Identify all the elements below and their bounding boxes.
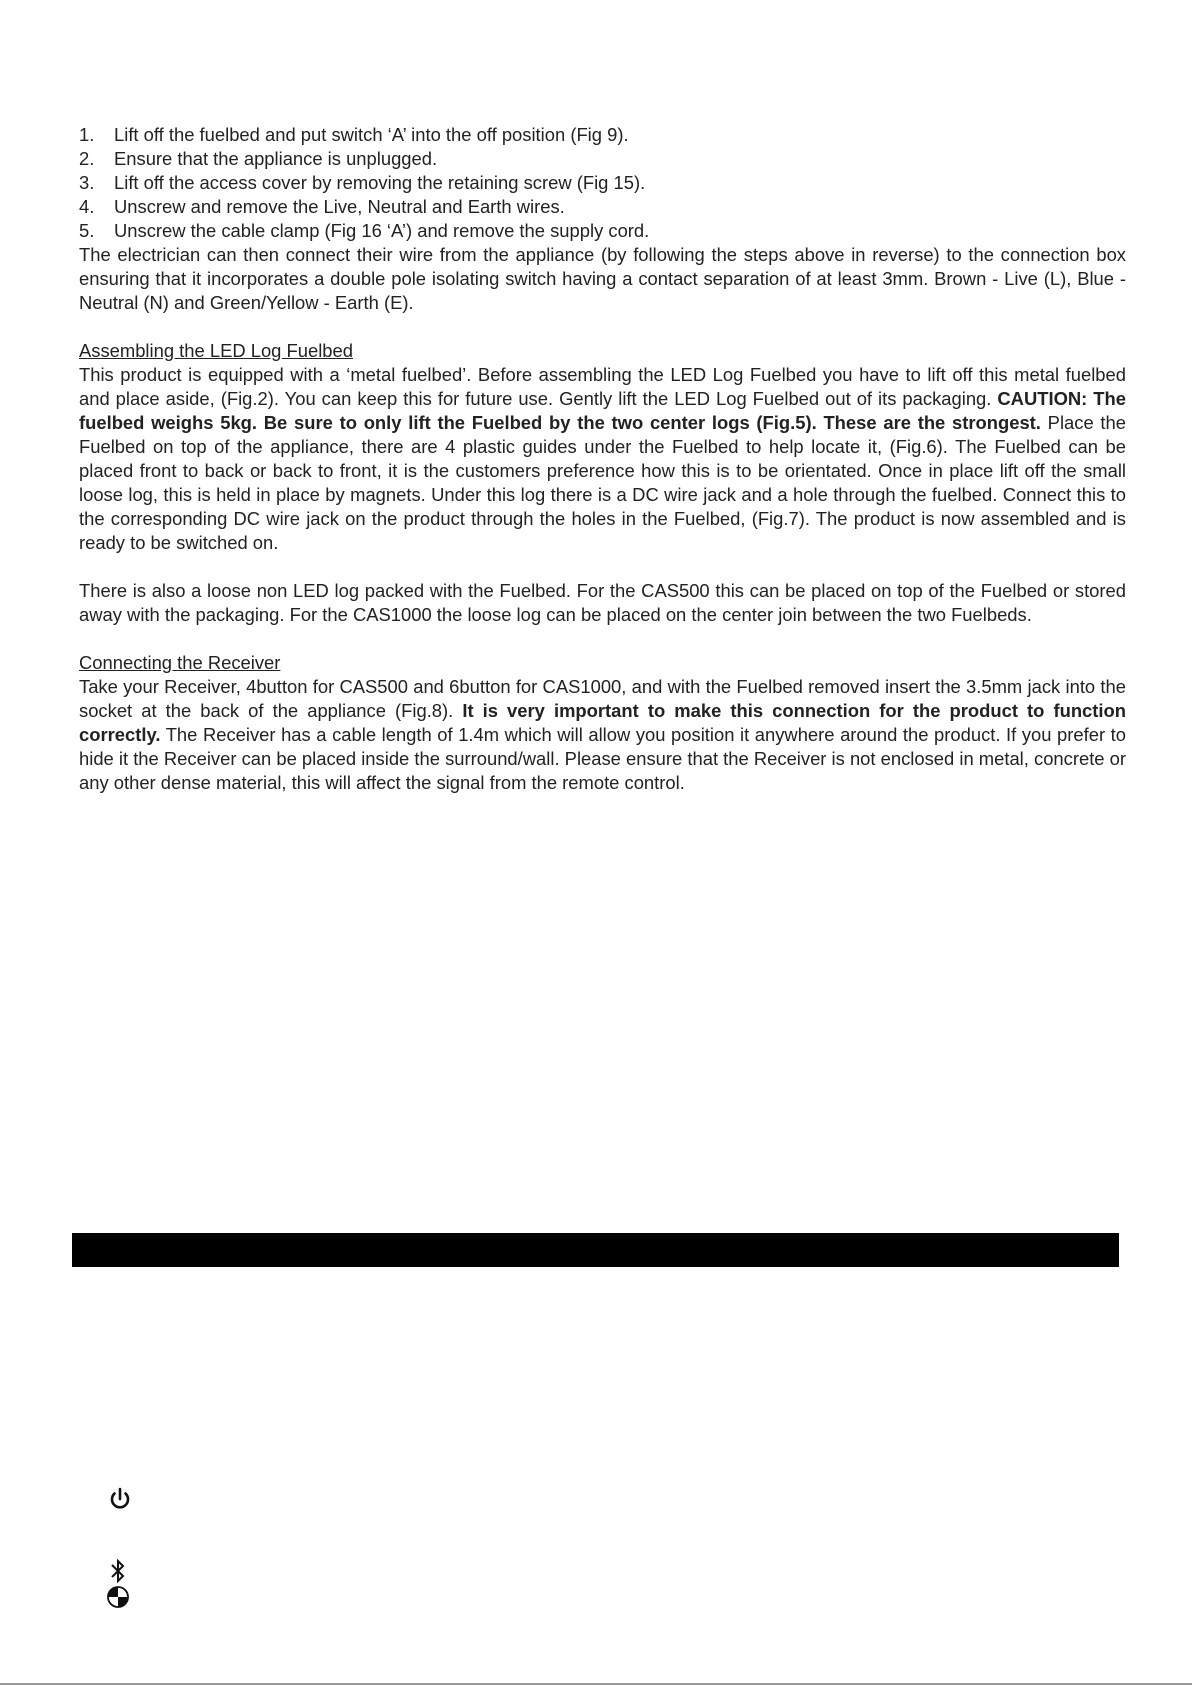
receiver-paragraph: Take your Receiver, 4button for CAS500 and 6button for CAS1000, and with the Fuelbed removed insert the 3.5mm jack into the socket at the back of the appliance (Fig.8). It is very important to make this connection for the product to function correctly. The Receiver has a cable length of 1.4m which will allow you position it anywhere around the product. If you prefer to hide it the Receiver can be placed inside the surround/wall. Please ensure that the Receiver is not enclosed in metal, concrete or any other dense material, this will affect the signal from the remote control. xyxy=(79,676,1127,793)
document-body xyxy=(79,123,1126,795)
assembling-heading: Assembling the LED Log Fuelbed xyxy=(79,340,353,361)
loose-log-paragraph: There is also a loose non LED log packed with the Fuelbed. For the CAS500 this can be placed on top of the Fuelbed or stored away with the packaging. For the CAS1000 the loose log can be placed on the center join between the two Fuelbeds. xyxy=(79,580,1126,625)
electrician-paragraph: The electrician can then connect their wire from the appliance (by following the steps above in reverse) to the connection box ensuring that it incorporates a double pole isolating switch having a contact separation of at least 3mm. Brown - Live (L), Blue - Neutral (N) and Green/Yellow - Earth (E). xyxy=(79,244,1126,313)
power-icon xyxy=(106,1485,134,1513)
steps-list xyxy=(79,123,1126,243)
flame-mode-icon xyxy=(106,1585,130,1609)
bluetooth-icon xyxy=(108,1558,128,1584)
step-item: 3. Lift off the access cover by removing the retaining screw (Fig 15). xyxy=(79,172,646,193)
step-item: 4. Unscrew and remove the Live, Neutral and Earth wires. xyxy=(79,196,565,217)
step-item: 1. Lift off the fuelbed and put switch ‘A’ into the off position (Fig 9). xyxy=(79,124,629,145)
step-item: 5. Unscrew the cable clamp (Fig 16 ‘A’) and remove the supply cord. xyxy=(79,220,650,241)
step-item: 2. Ensure that the appliance is unplugged. xyxy=(79,148,438,169)
caution-text: CAUTION: The fuelbed weighs 5kg. Be sure to only lift the Fuelbed by the two center logs (Fig.5). These are the strongest. xyxy=(79,388,1127,433)
receiver-heading: Connecting the Receiver xyxy=(79,652,281,673)
important-text: It is very important to make this connection for the product to function correctly. xyxy=(79,700,1126,745)
assembling-paragraph: This product is equipped with a ‘metal fuelbed’. Before assembling the LED Log Fuelbed you have to lift off this metal fuelbed and place aside, (Fig.2). You can keep this for future use. Gently lift the LED Log Fuelbed out of its packaging. CAUTION: The fuelbed weighs 5kg. Be sure to only lift the Fuelbed by the two center logs (Fig.5). These are the strongest. Place the Fuelbed on top of the appliance, there are 4 plastic guides under the Fuelbed to help locate it, (Fig.6). The Fuelbed can be placed front to back or back to front, it is the customers preference how this is to be orientated. Once in place lift off the small loose log, this is held in place by magnets. Under this log there is a DC wire jack and a hole through the fuelbed. Connect this to the corresponding DC wire jack on the product through the holes in the Fuelbed, (Fig.7). The product is now assembled and is ready to be switched on. xyxy=(79,364,1127,553)
section-header-bar xyxy=(72,1233,1119,1267)
